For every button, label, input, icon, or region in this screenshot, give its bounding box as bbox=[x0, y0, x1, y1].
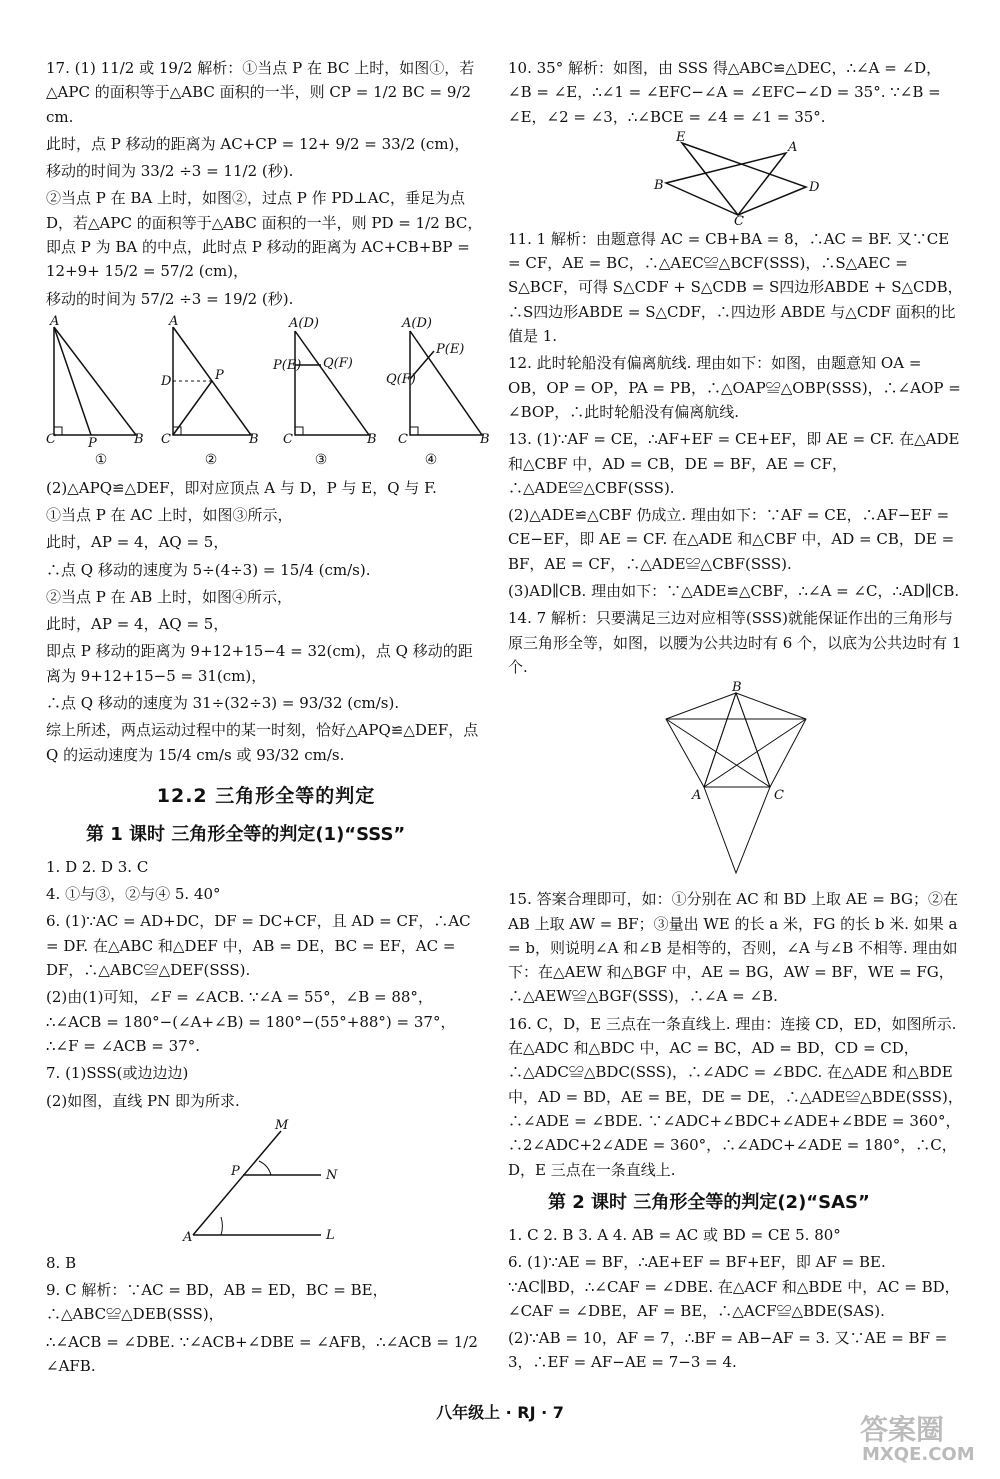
answer-10: 10. 35° 解析：如图，由 SSS 得△ABC≌△DEC，∴∠A = ∠D，∠B = ∠E，∴∠1 = ∠EFC−∠A = ∠EFC−∠D = 35°. ∵∠B = ∠E，∠2 = ∠3，∴∠BCE = ∠4 = ∠1 = 35°. bbox=[508, 59, 942, 126]
svg-text:P: P bbox=[215, 367, 225, 383]
answer-17b-line-3: 此时，AP = 4，AQ = 5， bbox=[46, 533, 229, 552]
lesson1-line-2: 4. ①与③，②与④ 5. 40° bbox=[46, 885, 221, 904]
figure-bowtie bbox=[646, 129, 826, 229]
answer-11: 11. 1 解析：由题意得 AC = CB+BA = 8，∴AC = BF. 又∵CE = CF，AE = BC，∴△AEC≌△BCF(SSS)，∴S△AEC = S△BCF，可得 S△CDF + S△CDB = S四边形ABDE + S△CDB，∴S四边形ABDE = S△CDF，∴四边形 ABDE 与△CDF 面积的比值是 1. bbox=[508, 229, 963, 346]
svg-text:A: A bbox=[50, 313, 60, 329]
figure-label-3: ③ bbox=[314, 451, 328, 468]
svg-text:A: A bbox=[692, 788, 702, 804]
figure-7 bbox=[46, 1117, 486, 1247]
answer-17b-line-8: ∴点 Q 移动的速度为 31÷(32÷3) = 93/32 (cm/s). bbox=[46, 694, 400, 713]
answer-14: 14. 7 解析：只要满足三边对应相等(SSS)就能保证作出的三角形与原三角形全等，如图，以腰为公共边时有 6 个，以底为公共边时有 1 个. bbox=[508, 609, 962, 676]
lesson2-line-2: 6. (1)∵AE = BF，∴AE+EF = BF+EF，即 AF = BE. ∵AC∥BD，∴∠CAF = ∠DBE. 在△ACF 和△BDE 中，AC = BD，∠CAF = ∠DBE，AF = BE，∴△ACF≌△BDE(SAS). bbox=[508, 1253, 960, 1320]
answer-17-line-5: 移动的时间为 57/2 ÷3 = 19/2 (秒). bbox=[46, 289, 294, 308]
answer-17-line-2: 此时，点 P 移动的距离为 AC+CP = 12+ 9/2 = 33/2 (cm)， bbox=[46, 134, 470, 153]
svg-text:B: B bbox=[732, 680, 742, 696]
lesson1-line-6: (2)如图，直线 PN 即为所求. bbox=[46, 1091, 240, 1110]
svg-text:L: L bbox=[326, 1227, 335, 1243]
lesson1-line-7: 8. B bbox=[46, 1253, 77, 1272]
svg-text:Q(F): Q(F) bbox=[322, 355, 353, 371]
lesson1-line-4: (2)由(1)可知，∠F = ∠ACB. ∵∠A = 55°，∠B = 88°，∴∠ACB = 180°−(∠A+∠B) = 180°−(55°+88°) = 37°，∴∠F = ∠ACB = 37°. bbox=[46, 988, 456, 1055]
svg-text:A: A bbox=[183, 1229, 193, 1245]
answer-17b-line-9: 综上所述，两点运动过程中的某一时刻，恰好△APQ≌△DEF，点 Q 的运动速度为 15/4 cm/s 或 93/32 cm/s. bbox=[46, 721, 479, 764]
figures-17 bbox=[46, 313, 490, 451]
answer-17-line-4: ②当点 P 在 BA 上时，如图②，过点 P 作 PD⊥AC，垂足为点 D，若△APC 的面积等于△ABC 面积的一半，则 PD = 1/2 BC，即点 P 为 BA 的中点，此时点 P 移动的距离为 AC+CB+BP = 12+9+ 15/2 = 57/2 (cm)， bbox=[46, 189, 483, 281]
figure-label-4: ④ bbox=[424, 451, 438, 468]
figure-4 bbox=[385, 315, 490, 447]
svg-text:C: C bbox=[774, 788, 784, 804]
svg-text:M: M bbox=[275, 1117, 289, 1133]
lesson-2-title: 第 2 课时 三角形全等的判定(2)“SAS” bbox=[548, 1191, 870, 1213]
answer-13-2: (2)△ADE≌△CBF 仍成立. 理由如下：∵AF = CE，∴AF−EF = CE−EF，即 AE = CF. 在△ADE 和△CBF 中，AD = CB，DE = BF，AE = CF，∴△ADE≌△CBF(SSS). bbox=[508, 506, 955, 573]
svg-text:D: D bbox=[161, 373, 172, 389]
answer-17b-line-7: 即点 P 移动的距离为 9+12+15−4 = 32(cm)，点 Q 移动的距离为 9+12+15−5 = 31(cm)， bbox=[46, 642, 473, 685]
svg-text:B: B bbox=[366, 431, 377, 447]
svg-text:A: A bbox=[788, 139, 798, 155]
svg-text:P: P bbox=[88, 435, 97, 451]
svg-text:E: E bbox=[676, 129, 686, 145]
figure-1 bbox=[46, 313, 146, 451]
svg-text:P(E): P(E) bbox=[435, 341, 465, 357]
figure-3 bbox=[272, 315, 377, 447]
answer-17-line-3: 移动的时间为 33/2 ÷3 = 11/2 (秒). bbox=[46, 162, 294, 181]
lesson1-line-5: 7. (1)SSS(或边边边) bbox=[46, 1064, 189, 1083]
svg-text:A: A bbox=[169, 313, 179, 329]
figure-label-1: ① bbox=[94, 451, 108, 468]
answer-17b-line-2: ①当点 P 在 AC 上时，如图③所示， bbox=[46, 505, 293, 524]
svg-text:B: B bbox=[249, 431, 259, 447]
svg-text:P: P bbox=[231, 1163, 240, 1179]
answer-17b-line-5: ②当点 P 在 AB 上时，如图④所示， bbox=[46, 587, 293, 606]
answer-13-1: 13. (1)∵AF = CE，∴AF+EF = CE+EF，即 AE = CF. 在△ADE 和△CBF 中，AD = CB，DE = BF，AE = CF，∴△ADE≌△CBF(SSS). bbox=[508, 430, 960, 497]
lesson1-line-9: ∴∠ACB = ∠DBE. ∵∠ACB+∠DBE = ∠AFB，∴∠ACB = 1/2 ∠AFB. bbox=[46, 1332, 478, 1375]
svg-text:P(E): P(E) bbox=[272, 357, 302, 373]
figure-10 bbox=[508, 129, 964, 229]
answer-12: 12. 此时轮船没有偏离航线. 理由如下：如图，由题意知 OA = OB，OP = OP，PA = PB，∴△OAP≌△OBP(SSS)，∴∠AOP = ∠BOP，∴此时轮船没有偏离航线. bbox=[508, 354, 961, 421]
svg-text:C: C bbox=[161, 431, 172, 447]
svg-text:B: B bbox=[654, 177, 664, 193]
answer-13-3: (3)AD∥CB. 理由如下：∵△ADE≌△CBF，∴∠A = ∠C，∴AD∥CB. bbox=[508, 582, 960, 601]
svg-text:C: C bbox=[397, 431, 408, 447]
svg-text:C: C bbox=[734, 213, 744, 229]
svg-text:B: B bbox=[134, 431, 144, 447]
svg-text:N: N bbox=[326, 1167, 338, 1183]
watermark-logo: 答案圈 bbox=[860, 1413, 945, 1446]
lesson1-line-8: 9. C 解析：∵AC = BD，AB = ED，BC = BE，∴△ABC≌△DEB(SSS)， bbox=[46, 1281, 388, 1324]
svg-text:B: B bbox=[479, 431, 490, 447]
watermark-url: MXQE.COM bbox=[862, 1444, 975, 1465]
svg-text:A(D): A(D) bbox=[401, 315, 432, 331]
svg-text:Q(F): Q(F) bbox=[385, 371, 416, 387]
figure-14 bbox=[508, 680, 964, 883]
answer-17-line-1: 17. (1) 11/2 或 19/2 解析：①当点 P 在 BC 上时，如图①，若△APC 的面积等于△ABC 面积的一半，则 CP = 1/2 BC = 9/2 cm. bbox=[46, 59, 475, 126]
lesson1-line-3: 6. (1)∵AC = AD+DC，DF = DC+CF，且 AD = CF，∴AC = DF. 在△ABC 和△DEF 中，AB = DE，BC = EF，AC = DF，∴△ABC≌△DEF(SSS). bbox=[46, 912, 471, 980]
lesson-1-title: 第 1 课时 三角形全等的判定(1)“SSS” bbox=[86, 823, 406, 845]
svg-text:A(D): A(D) bbox=[288, 315, 319, 331]
svg-text:D: D bbox=[809, 179, 820, 195]
page-footer: 八年级上 · RJ · 7 bbox=[436, 1403, 564, 1422]
figure-star bbox=[646, 680, 826, 883]
figure-label-2: ② bbox=[204, 451, 218, 468]
figure-labels bbox=[46, 449, 486, 472]
answer-17b-line-6: 此时，AP = 4，AQ = 5， bbox=[46, 615, 229, 634]
answer-17b-line-1: (2)△APQ≌△DEF，即对应顶点 A 与 D，P 与 E，Q 与 F. bbox=[46, 478, 437, 497]
section-title: 12.2 三角形全等的判定 bbox=[156, 784, 376, 807]
lesson1-line-1: 1. D 2. D 3. C bbox=[46, 857, 149, 876]
svg-text:C: C bbox=[282, 431, 293, 447]
right-column bbox=[508, 56, 964, 1378]
figure-2 bbox=[159, 313, 259, 447]
lesson2-line-3: (2)∵AB = 10，AF = 7，∴BF = AB−AF = 3. 又∵AE = BF = 3，∴EF = AF−AE = 7−3 = 4. bbox=[508, 1329, 948, 1372]
left-column bbox=[46, 56, 490, 1381]
svg-text:C: C bbox=[46, 431, 56, 447]
figure-angle-construction bbox=[181, 1117, 351, 1247]
answer-15: 15. 答案合理即可，如：①分别在 AC 和 BD 上取 AE = BG；②在 AB 上取 AW = BF；③量出 WE 的长 a 米，FG 的长 b 米. 如果 a = b，则说明∠A 和∠B 是相等的，否则，∠A 与∠B 不相等. 理由如下：在△AEW 和△BGF 中，AE = BG，AW = BF，WE = FG，∴△AEW≌△BGF(SSS)，∴∠A = ∠B. bbox=[508, 890, 958, 1006]
answer-17b-line-4: ∴点 Q 移动的速度为 5÷(4÷3) = 15/4 (cm/s). bbox=[46, 560, 371, 579]
lesson2-line-1: 1. C 2. B 3. A 4. AB = AC 或 BD = CE 5. 80° bbox=[508, 1225, 841, 1244]
answer-16: 16. C，D，E 三点在一条直线上. 理由：连接 CD，ED，如图所示. 在△ADC 和△BDC 中，AC = BC，AD = BD，CD = CD，∴△ADC≌△BDC(SSS)，∴∠ADC = ∠BDC. 在△ADE 和△BDE 中，AD = BD，AE = BE，DE = DE，∴△ADE≌△BDE(SSS)，∴∠ADE = ∠BDE. ∵∠ADC+∠BDC+∠ADE+∠BDE = 360°，∴2∠ADC+2∠ADE = 360°，∴∠ADC+∠ADE = 180°，∴C，D，E 三点在一条直线上. bbox=[508, 1014, 963, 1179]
